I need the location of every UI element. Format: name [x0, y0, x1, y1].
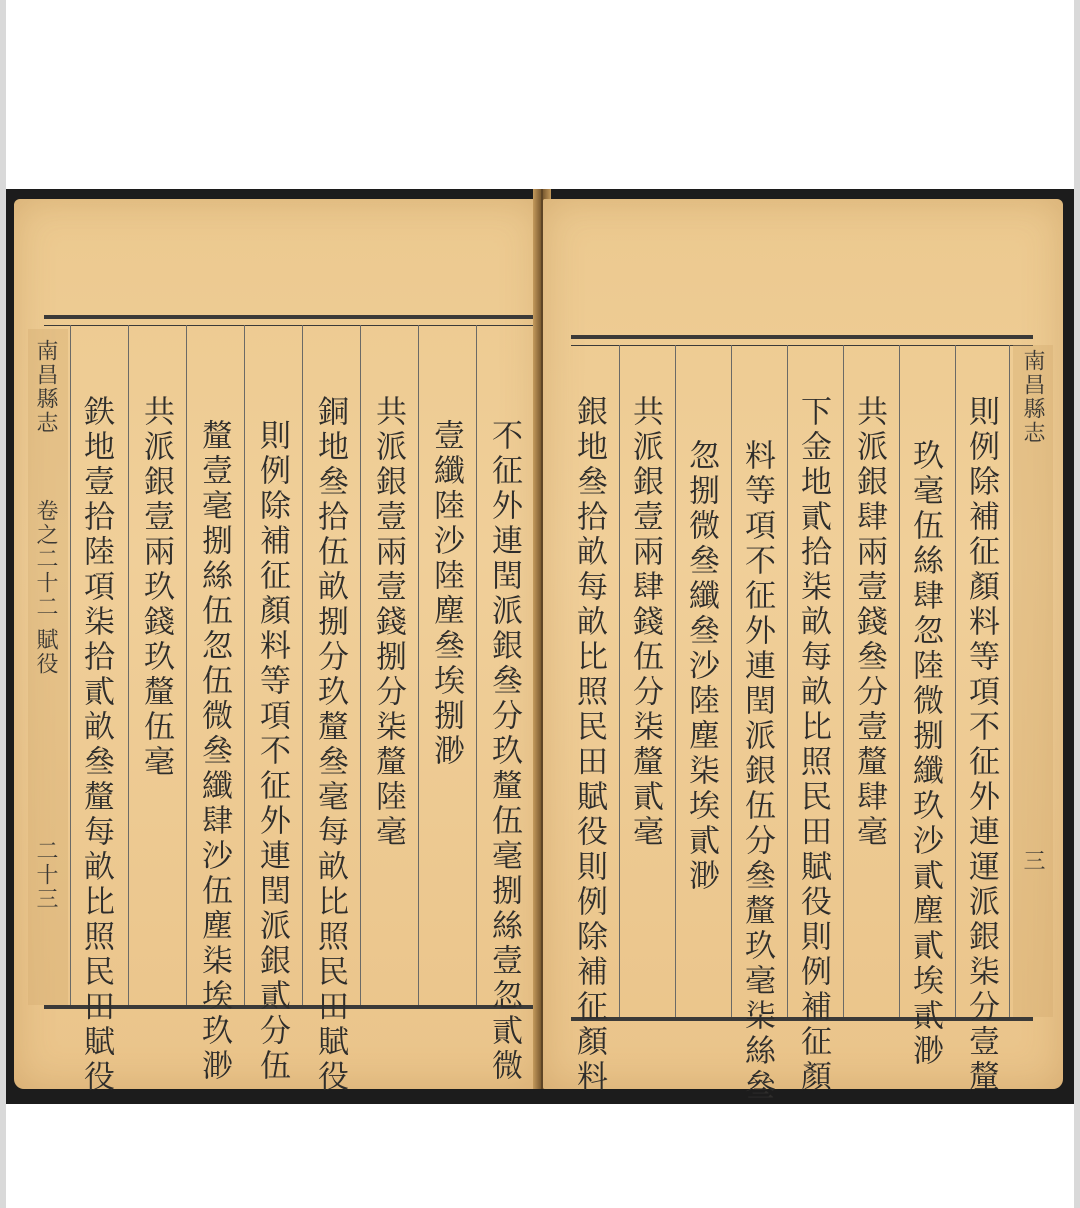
- column-divider: [899, 345, 900, 1017]
- left-page-top-rule: [44, 315, 541, 319]
- left-page-top-rule-thin: [44, 325, 541, 326]
- text-column: 共派銀壹兩肆錢伍分柒釐貳毫: [627, 395, 663, 850]
- right-page: [543, 199, 1063, 1104]
- column-divider: [418, 325, 419, 1005]
- column-divider: [186, 325, 187, 1005]
- right-page-top-rule: [571, 335, 1033, 339]
- column-divider: [476, 325, 477, 1005]
- column-divider: [244, 325, 245, 1005]
- text-column: 不征外連閏派銀叄分玖釐伍毫捌絲壹忽貳微: [486, 419, 522, 1084]
- right-folio: 三: [1020, 849, 1045, 873]
- column-divider: [675, 345, 676, 1017]
- column-divider: [360, 325, 361, 1005]
- column-divider: [955, 345, 956, 1017]
- text-column: 則例除補征顏料等項不征外連閏派銀貳分伍: [254, 419, 290, 1084]
- right-margin-title: 南昌縣志: [1020, 349, 1045, 445]
- left-margin-chapter: 卷之二十二 賦役: [33, 499, 58, 676]
- right-margin-band: [1013, 345, 1053, 1017]
- text-column: 料等項不征外連閏派銀伍分叄釐玖毫柒絲叄: [739, 439, 775, 1104]
- viewer-right-border: [1074, 0, 1080, 1208]
- column-divider: [302, 325, 303, 1005]
- text-column: 銀地叄拾畝每畝比照民田賦役則例除補征顏料: [571, 395, 607, 1095]
- text-column: 忽捌微叄纖叄沙陸塵柒埃貳渺: [683, 439, 719, 894]
- column-divider: [731, 345, 732, 1017]
- text-column: 釐壹毫捌絲伍忽伍微叄纖肆沙伍塵柒埃玖渺: [196, 419, 232, 1084]
- text-column: 玖毫伍絲肆忽陸微捌纖玖沙貳塵貳埃貳渺: [907, 439, 943, 1069]
- column-divider: [619, 345, 620, 1017]
- left-folio: 二十三: [33, 839, 58, 911]
- left-margin-title: 南昌縣志: [33, 339, 58, 435]
- book-scan-photo: [6, 189, 1074, 1104]
- column-divider: [787, 345, 788, 1017]
- text-column: 下金地貳拾柒畝每畝比照民田賦役則例補征顏: [795, 395, 831, 1095]
- text-column: 共派銀壹兩壹錢捌分柒釐陸毫: [370, 395, 406, 850]
- column-divider: [843, 345, 844, 1017]
- text-column: 壹纖陸沙陸塵叄埃捌渺: [428, 419, 464, 769]
- right-page-top-rule-thin: [571, 345, 1033, 346]
- left-page-bottom-rule: [44, 1005, 541, 1009]
- text-column: 共派銀壹兩玖錢玖釐伍毫: [138, 395, 174, 780]
- text-column: 鉄地壹拾陸項柒拾貳畝叄釐每畝比照民田賦役: [78, 395, 114, 1095]
- column-divider: [128, 325, 129, 1005]
- left-page: [14, 199, 541, 1095]
- text-column: 則例除補征顏料等項不征外連運派銀柒分壹釐: [963, 395, 999, 1095]
- column-divider: [70, 325, 71, 1005]
- text-column: 共派銀肆兩壹錢叄分壹釐肆毫: [851, 395, 887, 850]
- column-divider: [1009, 345, 1010, 1017]
- text-column: 銅地叄拾伍畝捌分玖釐叄毫每畝比照民田賦役: [312, 395, 348, 1095]
